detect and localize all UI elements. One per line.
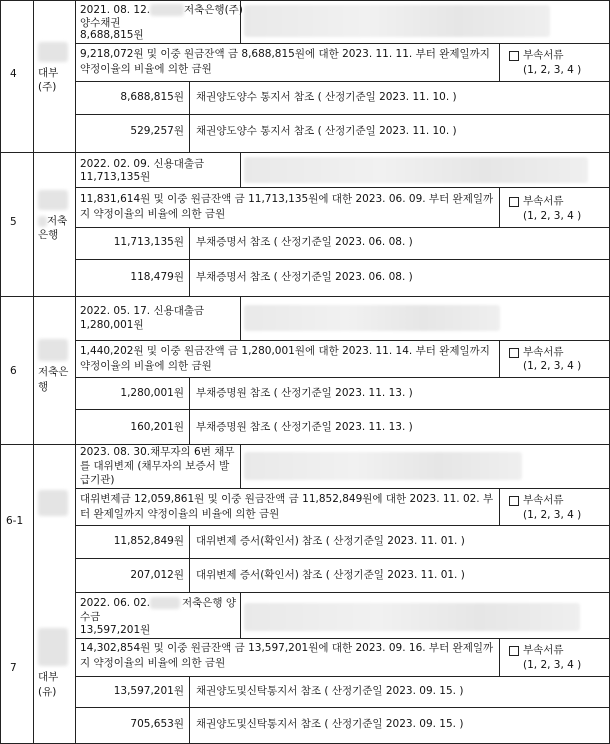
attachment-checkbox[interactable] <box>509 197 519 207</box>
attachment-label: 부속서류 <box>523 346 564 358</box>
acquisition-bank-suffix: 저축은행 양 <box>182 597 237 609</box>
interest-note: 부채증명서 참조 ( 산정기준일 2023. 06. 08. ) <box>196 271 413 283</box>
creditor-type-suffix: (주) <box>38 81 57 93</box>
attachment-numbers: (1, 2, 3, 4 ) <box>523 509 582 521</box>
creditor-type-suffix: (유) <box>38 686 57 698</box>
principal-note: 부채증명서 참조 ( 산정기준일 2023. 06. 08. ) <box>196 236 413 248</box>
redacted-creditor-name <box>38 490 68 516</box>
redacted-creditor-name-2 <box>38 216 47 227</box>
interest-amount: 705,653원 <box>130 718 184 730</box>
redacted-creditor-name <box>38 339 68 361</box>
attachment-numbers: (1, 2, 3, 4 ) <box>523 659 582 671</box>
principal-note: 부채증명원 참조 ( 산정기준일 2023. 11. 13. ) <box>196 387 413 399</box>
acquisition-amount: 13,597,201원 <box>80 624 151 636</box>
acquisition-date: 2021. 08. 12. <box>80 4 151 16</box>
row-number: 6 <box>10 365 17 377</box>
creditor-type: 대부 <box>38 67 59 79</box>
principal-amount: 11,852,849원 <box>113 535 184 547</box>
redacted-details <box>244 157 588 183</box>
acquisition-type: 양수채권 <box>80 17 121 29</box>
redacted-details <box>244 5 550 37</box>
interest-note: 채권양도및신탁통지서 참조 ( 산정기준일 2023. 09. 15. ) <box>196 718 464 730</box>
acquisition-amount: 1,280,001원 <box>80 319 144 331</box>
attachment-checkbox[interactable] <box>509 51 519 61</box>
attachment-checkbox[interactable] <box>509 348 519 358</box>
redacted-details <box>244 603 580 631</box>
claim-description: 대위변제금 12,059,861원 및 이중 원금잔액 금 11,852,849원에 대한 2023. 11. 02. 부터 완제일까지 약정이율의 비율에 의한 금원 <box>80 493 494 520</box>
acquisition-date: 2022. 06. 02. <box>80 597 151 609</box>
creditor-type-suffix: 은행 <box>38 229 59 241</box>
acquisition-date: 2023. 08. 30.채무자의 6번 채무를 대위변제 (채무자의 보증서 발급기관) <box>80 446 235 486</box>
acquisition-amount: 11,713,135원 <box>80 171 151 183</box>
claim-description: 11,831,614원 및 이중 원금잔액 금 11,713,135원에 대한 2023. 06. 09. 부터 완제일까지 약정이율의 비율에 의한 금원 <box>80 193 494 220</box>
attachment-numbers: (1, 2, 3, 4 ) <box>523 210 582 222</box>
claim-description: 1,440,202원 및 이중 원금잔액 금 1,280,001원에 대한 2023. 11. 14. 부터 완제일까지 약정이율의 비율에 의한 금원 <box>80 345 490 372</box>
interest-amount: 207,012원 <box>130 569 184 581</box>
interest-amount: 118,479원 <box>130 271 184 283</box>
creditor-type: 저축은 <box>38 366 69 378</box>
acquisition-date: 2022. 05. 17. 신용대출금 <box>80 305 205 317</box>
acquisition-amount: 8,688,815원 <box>80 29 144 41</box>
attachment-label: 부속서류 <box>523 644 564 656</box>
acquisition-date: 2022. 02. 09. 신용대출금 <box>80 158 205 170</box>
creditor-type-suffix: 행 <box>38 381 49 393</box>
row-number: 5 <box>10 216 17 228</box>
row-number: 7 <box>10 662 17 674</box>
principal-amount: 11,713,135원 <box>113 236 184 248</box>
acquisition-type: 수금 <box>80 611 101 623</box>
principal-amount: 1,280,001원 <box>120 387 184 399</box>
interest-note: 대위변제 증서(확인서) 참조 ( 산정기준일 2023. 11. 01. ) <box>196 569 465 581</box>
row-number: 4 <box>10 68 17 80</box>
acquisition-bank-suffix: 저축은행(주) <box>184 4 243 16</box>
attachment-label: 부속서류 <box>523 49 564 61</box>
redacted-creditor-name <box>38 190 68 210</box>
attachment-numbers: (1, 2, 3, 4 ) <box>523 64 582 76</box>
interest-note: 부채증명원 참조 ( 산정기준일 2023. 11. 13. ) <box>196 421 413 433</box>
claim-description: 9,218,072원 및 이중 원금잔액 금 8,688,815원에 대한 2023. 11. 11. 부터 완제일까지 약정이율의 비율에 의한 금원 <box>80 48 490 75</box>
principal-amount: 13,597,201원 <box>113 685 184 697</box>
creditor-type: 대부 <box>38 671 59 683</box>
redacted-details <box>244 305 500 331</box>
row-number: 6-1 <box>6 515 24 527</box>
creditor-type: 저축 <box>47 215 68 227</box>
interest-amount: 529,257원 <box>130 125 184 137</box>
principal-note: 채권양도양수 통지서 참조 ( 산정기준일 2023. 11. 10. ) <box>196 91 457 103</box>
attachment-checkbox[interactable] <box>509 496 519 506</box>
principal-note: 대위변제 증서(확인서) 참조 ( 산정기준일 2023. 11. 01. ) <box>196 535 465 547</box>
attachment-checkbox[interactable] <box>509 646 519 656</box>
redacted-details <box>244 452 522 480</box>
redacted-creditor-name <box>38 628 68 666</box>
attachment-numbers: (1, 2, 3, 4 ) <box>523 360 582 372</box>
principal-note: 채권양도및신탁통지서 참조 ( 산정기준일 2023. 09. 15. ) <box>196 685 464 697</box>
redacted-bank-name <box>150 4 184 16</box>
attachment-label: 부속서류 <box>523 195 564 207</box>
principal-amount: 8,688,815원 <box>120 91 184 103</box>
interest-amount: 160,201원 <box>130 421 184 433</box>
redacted-creditor-name <box>38 42 68 62</box>
claim-description: 14,302,854원 및 이중 원금잔액 금 13,597,201원에 대한 2023. 09. 16. 부터 완제일까지 약정이율의 비율에 의한 금원 <box>80 642 494 669</box>
redacted-bank-name <box>150 597 180 609</box>
interest-note: 채권양도양수 통지서 참조 ( 산정기준일 2023. 11. 10. ) <box>196 125 457 137</box>
attachment-label: 부속서류 <box>523 494 564 506</box>
